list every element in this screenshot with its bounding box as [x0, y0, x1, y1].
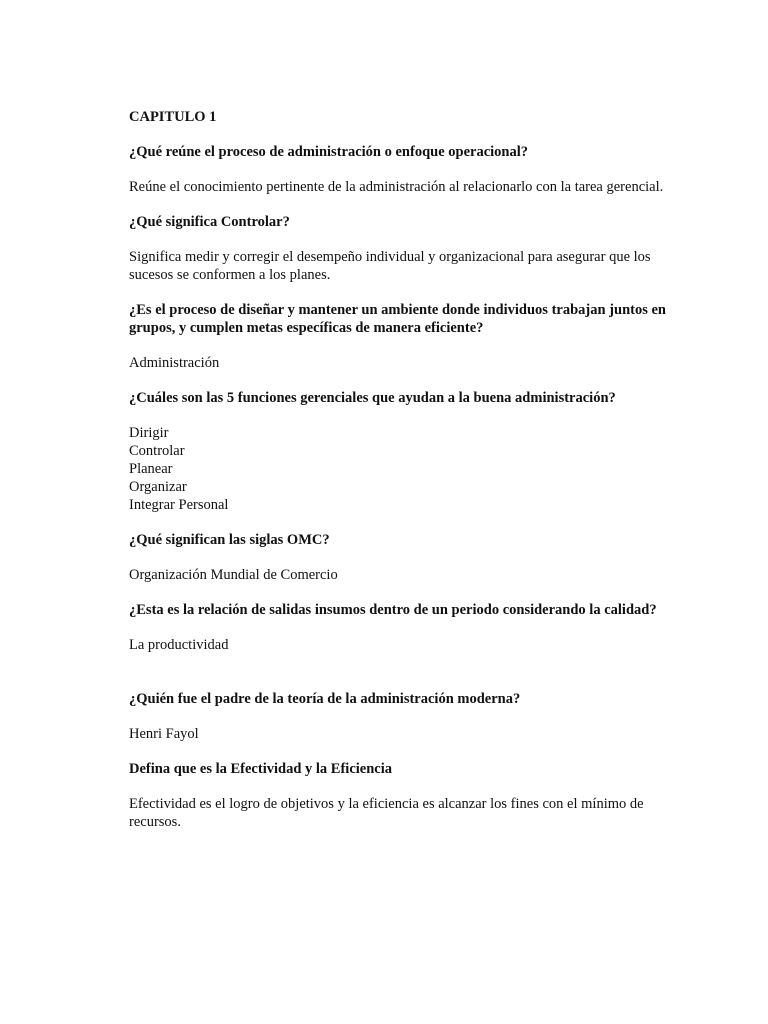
- answer-4-list: [129, 424, 669, 514]
- list-item: Integrar Personal: [129, 497, 229, 513]
- question-8: Defina que es la Efectividad y la Eficiencia: [129, 761, 392, 777]
- answer-6: La productividad: [129, 637, 229, 653]
- answer-1: Reúne el conocimiento pertinente de la administración al relacionarlo con la tarea gerencial.: [129, 179, 664, 195]
- question-4: ¿Cuáles son las 5 funciones gerenciales que ayudan a la buena administración?: [129, 390, 616, 406]
- list-item: Dirigir: [129, 425, 169, 441]
- answer-3: Administración: [129, 355, 220, 371]
- list-item: Planear: [129, 461, 173, 477]
- answer-8: Efectividad es el logro de objetivos y la eficiencia es alcanzar los fines con el mínimo de recursos.: [129, 796, 644, 830]
- list-item: Organizar: [129, 479, 187, 495]
- document-page: [129, 108, 669, 848]
- answer-5: Organización Mundial de Comercio: [129, 567, 338, 583]
- question-3: ¿Es el proceso de diseñar y mantener un ambiente donde individuos trabajan juntos en grupos, y cumplen metas específicas de manera eficiente?: [129, 302, 666, 336]
- question-2: ¿Qué significa Controlar?: [129, 214, 290, 230]
- list-item: Controlar: [129, 443, 185, 459]
- question-7: ¿Quién fue el padre de la teoría de la administración moderna?: [129, 691, 521, 707]
- question-5: ¿Qué significan las siglas OMC?: [129, 532, 330, 548]
- question-6: ¿Esta es la relación de salidas insumos dentro de un periodo considerando la calidad?: [129, 602, 657, 618]
- chapter-title: CAPITULO 1: [129, 109, 217, 125]
- answer-2: Significa medir y corregir el desempeño individual y organizacional para asegurar que los sucesos se conformen a los planes.: [129, 249, 651, 283]
- question-1: ¿Qué reúne el proceso de administración o enfoque operacional?: [129, 144, 529, 160]
- answer-7: Henri Fayol: [129, 726, 199, 742]
